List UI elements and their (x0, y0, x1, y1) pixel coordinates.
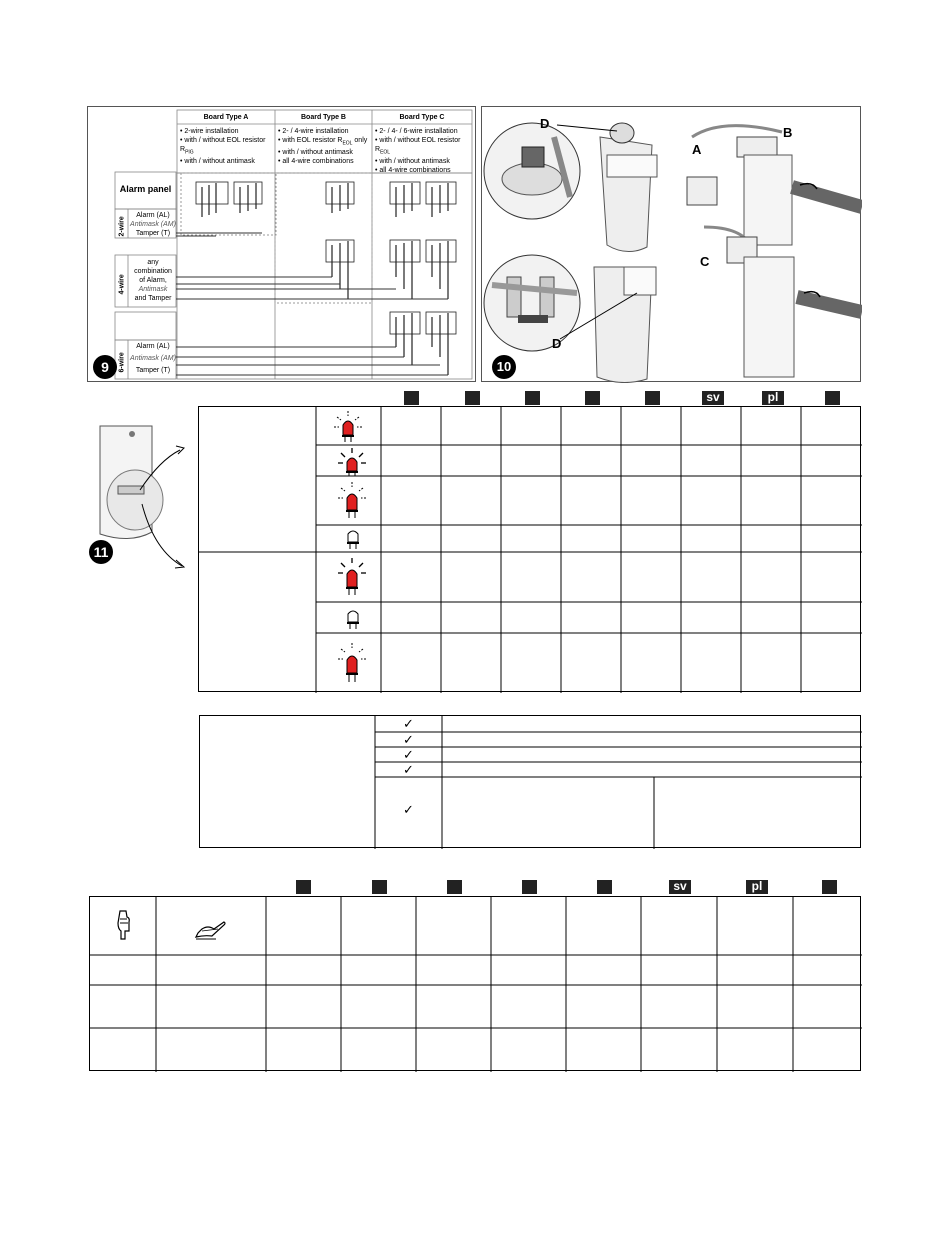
wire4-signal: any (147, 259, 159, 266)
bottom-lang-code-sv: sv (669, 880, 691, 894)
board-b-feature: • all 4-wire combinations (278, 158, 354, 166)
lang-code-1 (404, 391, 419, 405)
wire6-signal: Alarm (AL) (136, 343, 170, 350)
resistor-subscript: PIG (185, 149, 194, 156)
check-mark: ✓ (403, 762, 414, 777)
board-a-feature: • with / without EOL resistor $R_{PIG}$ (180, 137, 266, 156)
led-red-flashing-icon (337, 480, 367, 520)
label-a: A (692, 142, 702, 157)
wire6-signal: Antimask (AM) (130, 355, 176, 362)
lang-code-5 (645, 391, 660, 405)
wire2-signal: Tamper (T) (135, 230, 171, 237)
resistor-suffix: only (354, 137, 368, 144)
led-off-icon (343, 608, 363, 630)
wire4-label: 4-wire (118, 274, 126, 295)
board-a-feature: • with / without antimask (180, 158, 255, 166)
board-a-header: Board Type A (203, 114, 249, 121)
label-d-top: D (540, 116, 550, 131)
lang-code-sv: sv (702, 391, 724, 405)
bottom-lang-code-4 (522, 880, 537, 894)
board-a-feature: • 2-wire installation (180, 128, 239, 135)
led-red-on-icon (337, 447, 367, 477)
led-off-icon (343, 528, 363, 550)
resistor-subscript: EOL (380, 149, 391, 156)
figure-10-number: 10 (492, 355, 516, 379)
figure-9-number: 9 (93, 355, 117, 379)
checklist-table (199, 715, 861, 848)
lang-code-4 (585, 391, 600, 405)
lang-code-pl: pl (762, 391, 784, 405)
bottom-lang-code-2 (372, 880, 387, 894)
check-mark: ✓ (403, 747, 414, 762)
wire4-signal: and Tamper (134, 295, 172, 302)
bottom-lang-code-pl: pl (746, 880, 768, 894)
lang-code-3 (525, 391, 540, 405)
wire4-signal: Antimask (138, 286, 168, 293)
board-b-header: Board Type B (301, 114, 346, 121)
board-b-feature: • with / without antimask (278, 149, 353, 157)
bottom-table (89, 896, 861, 1071)
alarm-panel-label: Alarm panel (119, 184, 172, 194)
led-red-flashing-icon (333, 409, 363, 443)
wire4-signal: combination (134, 268, 172, 275)
checklist-grid (200, 716, 862, 849)
led-table (198, 406, 861, 692)
led-red-on-icon (337, 557, 367, 597)
label-b: B (783, 125, 793, 140)
wire6-signal: Tamper (T) (135, 367, 171, 374)
wire6-label: 6-wire (118, 352, 126, 373)
board-b-feature: • with EOL resistor $R_{EOL}$ only (278, 137, 368, 147)
label-d-bottom: D (552, 336, 562, 351)
wire4-signal: of Alarm, (139, 277, 167, 284)
figure-10-drawing (482, 107, 862, 383)
figure-9-panel (87, 106, 476, 382)
board-c-feature: • all 4-wire combinations (375, 167, 451, 175)
bottom-lang-code-8 (822, 880, 837, 894)
wire2-label: 2-wire (118, 216, 126, 237)
board-c-features (375, 127, 473, 175)
check-mark: ✓ (403, 716, 414, 731)
figure-10-panel (481, 106, 861, 382)
lang-code-8 (825, 391, 840, 405)
writing-hand-icon (194, 919, 228, 941)
board-c-feature: • 2- / 4- / 6-wire installation (375, 128, 458, 135)
wire4-signals (130, 258, 176, 303)
bottom-lang-code-3 (447, 880, 462, 894)
led-table-grid (199, 407, 862, 693)
board-b-feature: • 2- / 4-wire installation (278, 128, 349, 135)
lang-code-2 (465, 391, 480, 405)
board-b-features (278, 127, 373, 166)
wire2-signal: Antimask (AM) (130, 221, 176, 228)
pointing-hand-icon (115, 909, 133, 941)
board-a-features (180, 127, 275, 166)
resistor-subscript: EOL (342, 140, 353, 147)
check-mark: ✓ (403, 802, 414, 817)
figure-11-number: 11 (89, 540, 113, 564)
check-mark: ✓ (403, 732, 414, 747)
wire2-signals (130, 211, 176, 238)
label-c: C (700, 254, 710, 269)
bottom-lang-code-1 (296, 880, 311, 894)
wire2-signal: Alarm (AL) (136, 212, 170, 219)
board-c-feature: • with / without EOL resistor $R_{EOL}$ (375, 137, 461, 156)
bottom-lang-code-5 (597, 880, 612, 894)
led-red-flashing-icon (337, 641, 367, 685)
board-c-feature: • with / without antimask (375, 158, 450, 166)
board-c-header: Board Type C (399, 114, 445, 121)
wire6-signals (130, 342, 176, 375)
